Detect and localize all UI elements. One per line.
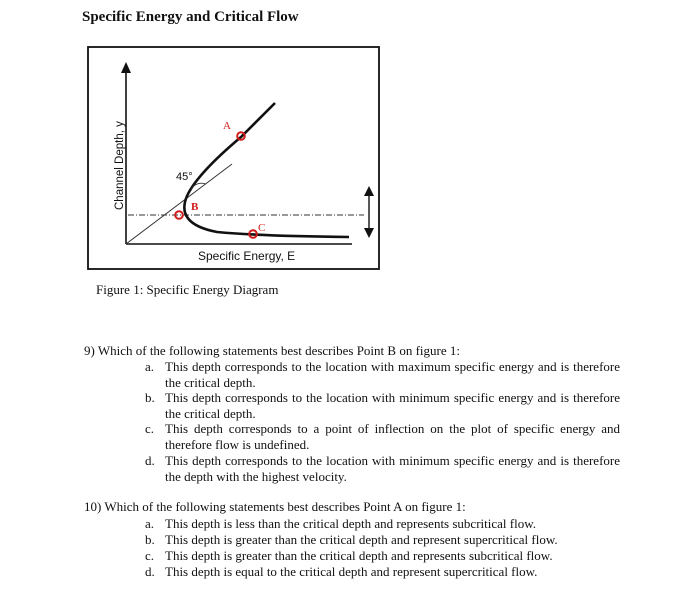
question-9-option-b[interactable] [145, 390, 620, 421]
angle-label: 45° [176, 171, 193, 183]
question-9-option-c[interactable] [145, 421, 620, 452]
option-text: This depth corresponds to the location with minimum specific energy and is therefore the depth with the highest velocity. [165, 453, 620, 484]
y-axis-label: Channel Depth, y [114, 121, 126, 210]
option-text: This depth is greater than the critical depth and represents subcritical flow. [165, 548, 553, 563]
option-text: This depth is greater than the critical depth and represent supercritical flow. [165, 532, 558, 547]
page-title: Specific Energy and Critical Flow [82, 9, 299, 25]
question-9-prompt: 9) Which of the following statements best describes Point B on figure 1: [84, 343, 460, 358]
question-9-option-d[interactable] [145, 453, 620, 484]
option-text: This depth corresponds to the location with maximum specific energy and is therefore the critical depth. [165, 359, 620, 390]
option-label: d. [145, 564, 155, 579]
option-label: a. [145, 359, 155, 374]
x-axis-label: Specific Energy, E [198, 249, 296, 263]
option-text: This depth is less than the critical depth and represents subcritical flow. [165, 516, 536, 531]
option-text: This depth corresponds to a point of inflection on the plot of specific energy and therefore flow is undefined. [165, 421, 620, 452]
option-label: b. [145, 532, 155, 547]
point-b-label: B [191, 201, 199, 213]
figure-caption: Figure 1: Specific Energy Diagram [96, 282, 279, 297]
option-label: b. [145, 390, 155, 405]
point-a-label: A [223, 120, 231, 132]
question-9-option-a[interactable] [145, 359, 620, 390]
option-label: d. [145, 453, 155, 468]
option-label: a. [145, 516, 155, 531]
question-10-option-c[interactable] [145, 548, 620, 564]
question-10-option-d[interactable] [145, 564, 620, 580]
option-label: c. [145, 421, 155, 436]
question-10-option-a[interactable] [145, 516, 620, 532]
option-label: c. [145, 548, 155, 563]
option-text: This depth is equal to the critical depth and represent supercritical flow. [165, 564, 538, 579]
question-10-option-b[interactable] [145, 532, 620, 548]
option-text: This depth corresponds to the location with minimum specific energy and is therefore the critical depth. [165, 390, 620, 421]
question-10-prompt: 10) Which of the following statements best describes Point A on figure 1: [84, 499, 466, 514]
point-c-label: C [258, 222, 266, 234]
specific-energy-diagram [87, 46, 380, 270]
